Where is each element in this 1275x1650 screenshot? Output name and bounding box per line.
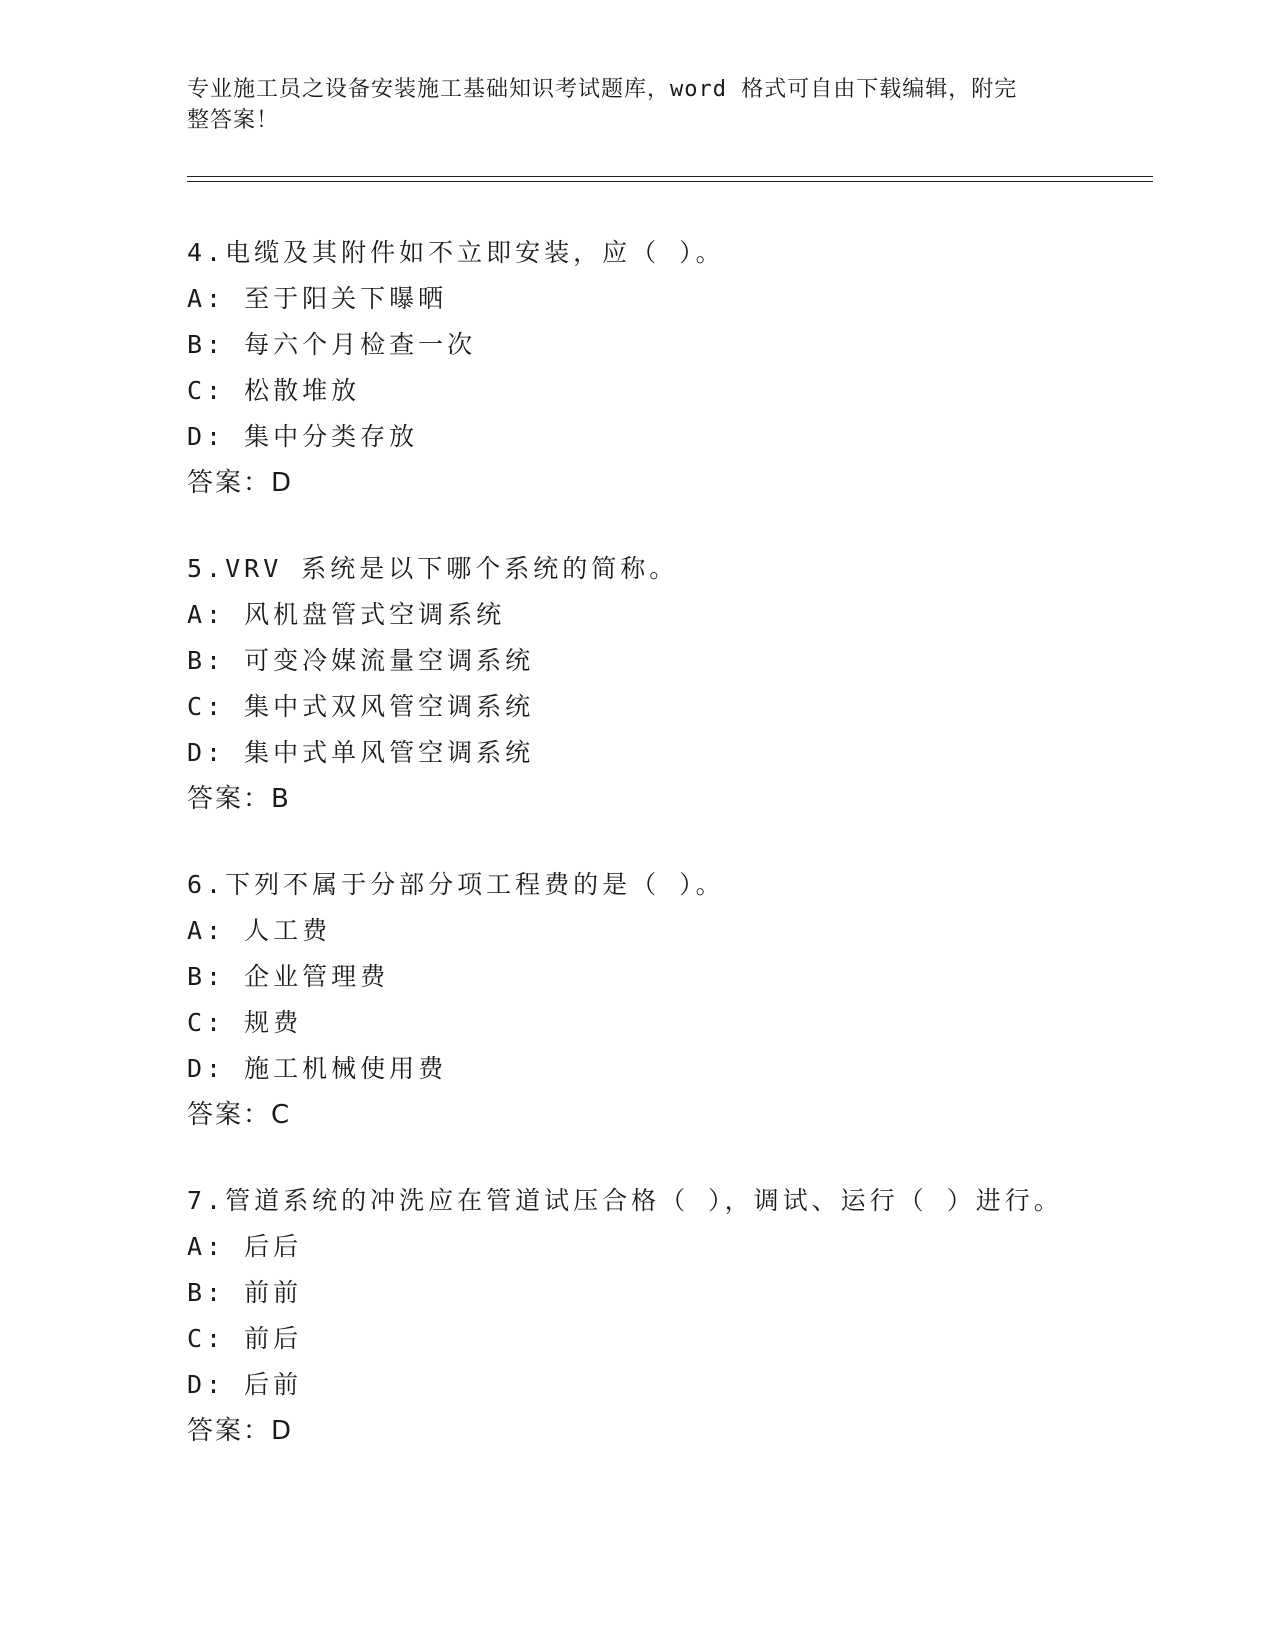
option-d: D: 施工机械使用费 [187, 1054, 448, 1083]
option-c: C: 集中式双风管空调系统 [187, 692, 535, 721]
option-d: D: 后前 [187, 1370, 303, 1399]
option-c: C: 规费 [187, 1008, 303, 1037]
question-stem: 7.管道系统的冲洗应在管道试压合格（ ），调试、运行（ ）进行。 [187, 1186, 1063, 1215]
question-7 [187, 1178, 1147, 1454]
question-stem: 6.下列不属于分部分项工程费的是（ ）。 [187, 870, 725, 899]
option-a: A: 后后 [187, 1232, 303, 1261]
answer-line: 答案：D [187, 1416, 294, 1446]
header-line-1: 专业施工员之设备安装施工基础知识考试题库，word 格式可自由下载编辑，附完 [187, 77, 1018, 102]
header-divider-bottom [187, 181, 1153, 182]
question-5 [187, 546, 1147, 822]
question-4 [187, 230, 1147, 506]
option-b: B: 可变冷媒流量空调系统 [187, 646, 535, 675]
answer-line: 答案：B [187, 784, 291, 814]
option-d: D: 集中式单风管空调系统 [187, 738, 535, 767]
option-c: C: 前后 [187, 1324, 303, 1353]
option-b: B: 企业管理费 [187, 962, 390, 991]
question-6 [187, 862, 1147, 1138]
option-b: B: 每六个月检查一次 [187, 330, 477, 359]
option-d: D: 集中分类存放 [187, 422, 419, 451]
option-a: A: 风机盘管式空调系统 [187, 600, 506, 629]
question-stem: 5.VRV 系统是以下哪个系统的简称。 [187, 554, 679, 583]
answer-line: 答案：D [187, 468, 294, 498]
option-a: A: 人工费 [187, 916, 332, 945]
header-divider-top [187, 176, 1153, 177]
document-header [187, 74, 1067, 136]
option-c: C: 松散堆放 [187, 376, 361, 405]
option-a: A: 至于阳关下曝晒 [187, 284, 448, 313]
option-b: B: 前前 [187, 1278, 303, 1307]
header-line-2: 整答案！ [187, 108, 280, 133]
question-stem: 4.电缆及其附件如不立即安装，应（ ）。 [187, 238, 725, 267]
answer-line: 答案：C [187, 1100, 292, 1130]
